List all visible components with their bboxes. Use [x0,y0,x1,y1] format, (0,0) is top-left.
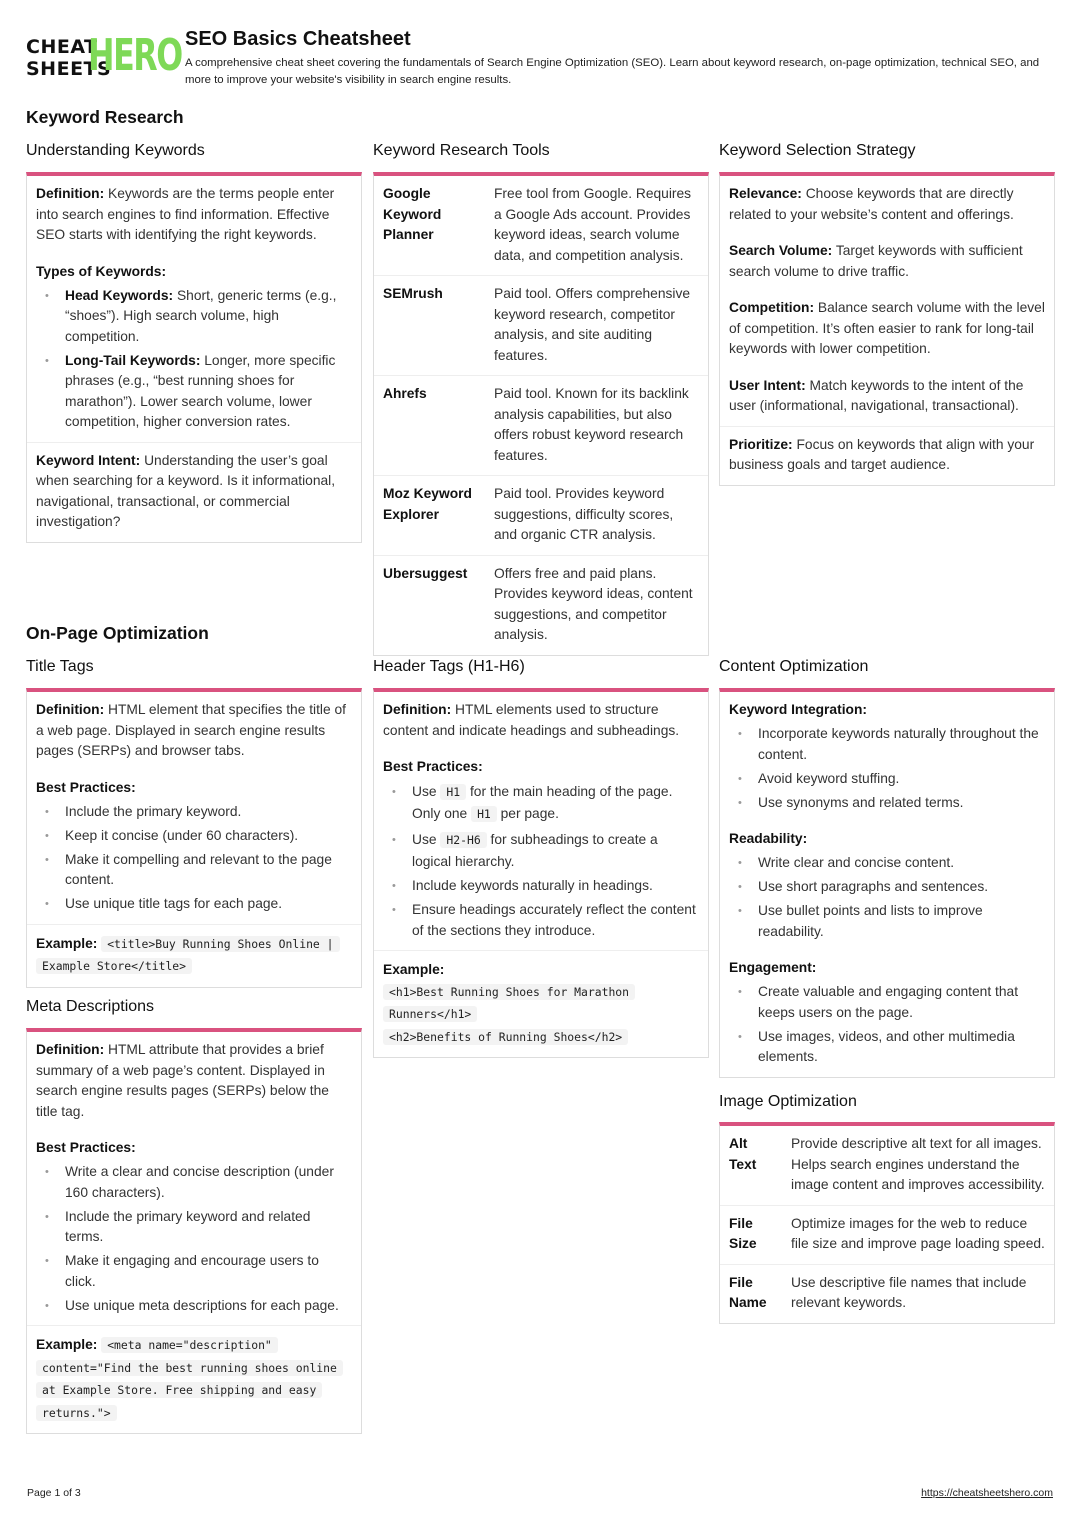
code-snippet: <h1>Best Running Shoes for Marathon Runners</h1> [383,984,635,1023]
list-item: • Incorporate keywords naturally throughout the content. [729,724,1045,765]
cell-keyword-intent: Keyword Intent: Understanding the user’s goal when searching for a keyword. Is it informational, navigational, transactional, or commercial investigation? [36,452,336,529]
row-label: Moz Keyword Explorer [374,476,485,556]
keyword-integration-list [729,724,1045,813]
row-description: Paid tool. Provides keyword suggestions, difficulty scores, and organic CTR analysis. [485,476,708,556]
table-row [374,376,708,476]
card-title-meta-descriptions: Meta Descriptions [26,998,155,1015]
list-item: • Include the primary keyword and related terms. [36,1207,352,1248]
list-item: • Use synonyms and related terms. [729,793,1045,814]
list-item: • Head Keywords: Short, generic terms (e.g., “shoes”). High search volume, high competition. [36,286,352,348]
cell-example: Example: <meta name="description" content="Find the best running shoes online at Example Store. Free shipping and easy returns."> [27,1326,361,1433]
cheatsheetshero-logo[interactable] [26,30,182,82]
cell-definition: Definition: HTML element that specifies the title of a web page. Displayed in search engine results pages (SERPs) and browser tabs. Best Practices: • Include the primary keyword. • Keep it concise (under 60 characters). • Make it compelling and relevant to the page content. • Use unique title tags for each page. [27,692,361,925]
list-item: • Long-Tail Keywords: Longer, more specific phrases (e.g., “best running shoes for marathon”). Lower search volume, lower competition, higher conversion rates. [36,351,352,433]
table-row [374,555,708,655]
row-description: Paid tool. Offers comprehensive keyword research, competitor analysis, and site auditing features. [485,276,708,376]
list-item: • Use short paragraphs and sentences. [729,877,1045,898]
card-title-tags [26,688,362,988]
card-selection-strategy [719,172,1055,486]
row-description: Free tool from Google. Requires a Google Ads account. Provides keyword ideas, search volume data, and competition analysis. [485,176,708,276]
list-item: • Keep it concise (under 60 characters). [36,826,352,847]
page-subtitle: A comprehensive cheat sheet covering the fundamentals of Search Engine Optimization (SEO). Learn about keyword research, on-page optimization, technical SEO, and more to improve your website's visibility in search engine results. [185,57,1040,86]
best-practices-list [36,1162,352,1316]
cell-content [720,692,1054,1077]
tools-table [374,176,708,655]
logo-hero-text: HERO [88,30,182,81]
row-description: Offers free and paid plans. Provides keyword ideas, content suggestions, and competitor analysis. [494,565,693,642]
cell-example: Example: <h1>Best Running Shoes for Marathon Runners</h1> <h2>Benefits of Running Shoes</h2> [374,951,708,1057]
cell-definition: Definition: HTML attribute that provides a brief summary of a web page’s content. Displayed in search engine results pages (SERPs) below the title tag. Best Practices: • Write a clear and concise description (under 160 characters). • Include the primary keyword and related terms. • Make it engaging and encourage users to click. • Use unique meta descriptions for each page. [27,1032,361,1326]
cell-prioritize: Prioritize: Focus on keywords that align with your business goals and target audience. [729,436,1035,472]
card-title-selection-strategy: Keyword Selection Strategy [719,142,916,159]
best-practices-label: Best Practices: [383,759,483,774]
types-label: Types of Keywords: [36,263,167,279]
card-meta-descriptions [26,1028,362,1434]
list-item: • Use H2-H6 for subheadings to create a logical hierarchy. [383,829,699,873]
cell-strategy: Relevance: Choose keywords that are directly related to your website’s content and offerings. Search Volume: Target keywords with sufficient search volume to drive traffic. Competition: Balance search volume with the level of competition. It’s often easier to rank for long-tail keywords with lower competition. User Intent: Match keywords to the intent of the user (informational, navigational, transactional). [720,176,1054,427]
list-item: • Avoid keyword stuffing. [729,769,1045,790]
code-snippet: H1 [440,784,466,800]
section-title-keyword-research: Keyword Research [26,107,184,127]
page-header [26,28,1056,90]
row-description: Use descriptive file names that include relevant keywords. [791,1274,1027,1310]
best-practices-label: Best Practices: [36,1140,136,1155]
row-label: Alt Text [720,1126,782,1205]
list-item: • Include keywords naturally in headings. [383,876,699,897]
list-item: • Use images, videos, and other multimedia elements. [729,1027,1045,1068]
row-label: File Name [729,1274,767,1310]
card-understanding-keywords [26,172,362,543]
card-title-keyword-tools: Keyword Research Tools [373,142,550,159]
readability-label: Readability: [729,831,808,846]
engagement-label: Engagement: [729,960,817,975]
card-keyword-tools [373,172,709,656]
list-item: • Use H1 for the main heading of the page. Only one H1 per page. [383,781,699,825]
image-table [720,1126,1054,1323]
card-title-understanding-keywords: Understanding Keywords [26,142,205,159]
card-image-optimization [719,1122,1055,1324]
row-label: Google Keyword Planner [374,176,485,276]
page-number: Page 1 of 3 [27,1487,81,1499]
cell-definition: Definition: HTML elements used to structure content and indicate headings and subheadings. Best Practices: • Use H1 for the main heading of the page. Only one H1 per page. • Use H2-H6 for subheadings to create a logical hierarchy. • Include keywords naturally in headings. • Ensure headings accurately reflect the content of the sections they introduce. [374,692,708,951]
row-description: Paid tool. Known for its backlink analysis capabilities, but also offers robust keyword research features. [485,376,708,476]
row-label: Ubersuggest [383,565,468,581]
list-item: • Use unique title tags for each page. [36,894,352,915]
row-label: Ahrefs [374,376,485,476]
best-practices-label: Best Practices: [36,779,136,795]
keyword-integration-label: Keyword Integration: [729,702,867,717]
page-title: SEO Basics Cheatsheet [185,28,411,50]
card-header-tags [373,688,709,1058]
table-row [720,1126,1054,1205]
logo-text: CHEAT SHEETS [26,36,112,80]
best-practices-list [36,802,352,915]
list-item: • Use bullet points and lists to improve readability. [729,901,1045,942]
list-item: • Write a clear and concise description (under 160 characters). [36,1162,352,1203]
card-title-content-optimization: Content Optimization [719,658,869,675]
row-label: File Size [720,1205,782,1264]
table-row [720,1264,1054,1323]
cell-example: Example: <title>Buy Running Shoes Online | Example Store</title> [27,925,361,987]
engagement-list [729,982,1045,1068]
table-row [374,176,708,276]
best-practices-list [383,781,699,941]
code-snippet: <meta name="description" content="Find the best running shoes online at Example Store. Free shipping and easy returns."> [36,1337,343,1421]
card-title-image-optimization: Image Optimization [719,1093,857,1110]
readability-list [729,853,1045,942]
table-row [374,276,708,376]
code-snippet: <title>Buy Running Shoes Online | Example Store</title> [36,936,340,975]
card-title-header-tags: Header Tags (H1-H6) [373,658,525,675]
list-item: • Write clear and concise content. [729,853,1045,874]
card-title-title-tags: Title Tags [26,658,94,675]
row-label: SEMrush [374,276,485,376]
table-row [374,476,708,556]
site-link[interactable]: https://cheatsheetshero.com [921,1487,1053,1499]
code-snippet: H1 [471,806,497,822]
list-item: • Ensure headings accurately reflect the content of the sections they introduce. [383,900,699,941]
section-title-on-page: On-Page Optimization [26,623,209,643]
row-description: Optimize images for the web to reduce file size and improve page loading speed. [782,1205,1054,1264]
list-item: • Include the primary keyword. [36,802,352,823]
list-item: • Make it engaging and encourage users to click. [36,1251,352,1292]
list-item: • Create valuable and engaging content that keeps users on the page. [729,982,1045,1023]
table-row [720,1205,1054,1264]
cell-definition: Definition: Keywords are the terms people enter into search engines to find information. Effective SEO starts with identifying the right keywords. Types of Keywords: • Head Keywords: Short, generic terms (e.g., “shoes”). High search volume, high competition. • Long-Tail Keywords: Longer, more specific phrases (e.g., “best running shoes for marathon”). Lower search volume, lower competition, higher conversion rates. [27,176,361,443]
keyword-types-list [36,286,352,433]
code-snippet: H2-H6 [440,832,486,848]
card-content-optimization [719,688,1055,1078]
list-item: • Make it compelling and relevant to the page content. [36,850,352,891]
code-snippet: <h2>Benefits of Running Shoes</h2> [383,1029,628,1045]
row-description: Provide descriptive alt text for all images. Helps search engines understand the image content and improves accessibility. [782,1126,1054,1205]
list-item: • Use unique meta descriptions for each page. [36,1296,352,1317]
